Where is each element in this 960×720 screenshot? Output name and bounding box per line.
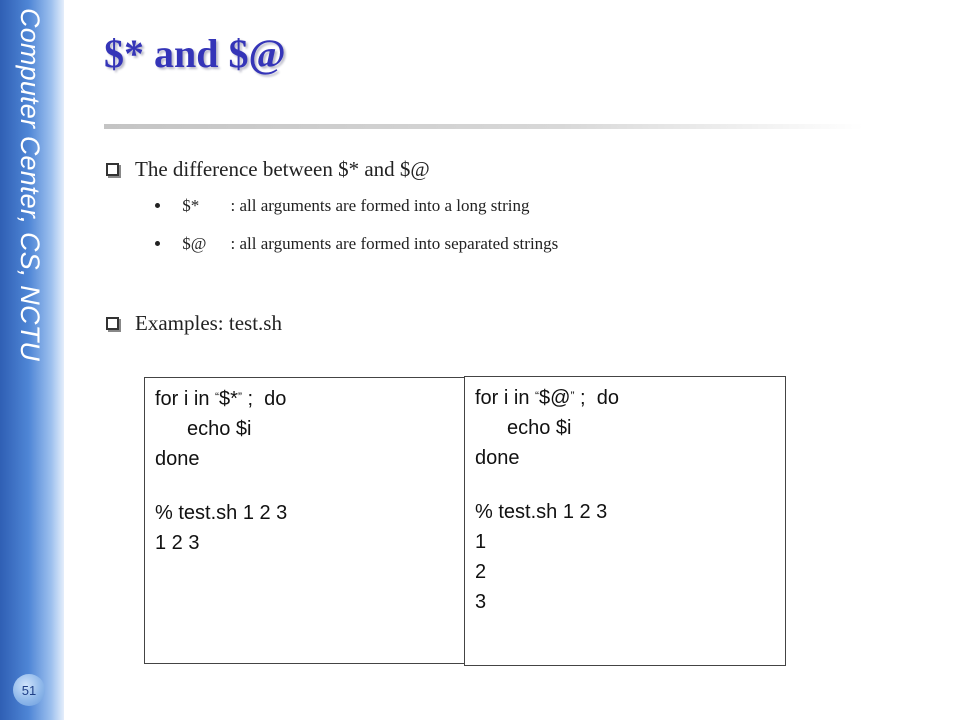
title-divider	[104, 124, 864, 129]
bullet-difference	[106, 157, 430, 182]
bullet-text: The difference between $* and $@	[135, 157, 430, 181]
dot-bullet-icon	[155, 203, 160, 208]
code-output-line: 2	[475, 561, 487, 583]
code-var: $@	[539, 387, 571, 409]
sub-bullet-star	[155, 196, 530, 216]
code-var: $*	[219, 388, 238, 410]
code-echo-line: echo $i	[507, 417, 572, 439]
code-for-line	[475, 383, 785, 413]
code-close-quote: ”	[570, 389, 575, 403]
code-output-line: 1	[475, 531, 487, 553]
sidebar-label: Computer Center, CS, NCTU	[15, 8, 45, 362]
bullet-text: Examples: test.sh	[135, 311, 282, 335]
code-for-prefix: for i in	[155, 388, 216, 410]
sidebar	[0, 0, 64, 720]
page-number-badge: 51	[13, 674, 45, 706]
code-for-suffix: ; do	[574, 387, 619, 409]
sub-bullet-text: : all arguments are formed into a long string	[230, 196, 530, 215]
code-echo-line: echo $i	[187, 418, 252, 440]
code-open-quote: “	[535, 389, 540, 403]
code-done-line: done	[475, 447, 520, 469]
square-bullet-icon	[106, 317, 119, 330]
code-output-line: 1 2 3	[155, 532, 200, 554]
code-blank-line	[475, 473, 785, 497]
code-for-line	[155, 384, 464, 414]
dot-bullet-icon	[155, 241, 160, 246]
code-example-star	[144, 377, 465, 664]
code-output-line: 3	[475, 591, 487, 613]
sub-bullet-key: $@	[182, 234, 207, 253]
bullet-examples	[106, 311, 282, 336]
code-done-line: done	[155, 448, 200, 470]
code-command-line: % test.sh 1 2 3	[155, 502, 288, 524]
code-example-at	[464, 376, 786, 666]
code-command-line: % test.sh 1 2 3	[475, 501, 608, 523]
square-bullet-icon	[106, 163, 119, 176]
code-for-prefix: for i in	[475, 387, 536, 409]
code-for-suffix: ; do	[241, 388, 287, 410]
code-blank-line	[155, 474, 464, 498]
sub-bullet-text: : all arguments are formed into separated strings	[230, 234, 559, 253]
slide-title: $* and $@	[104, 31, 286, 76]
code-open-quote: “	[215, 390, 220, 404]
code-close-quote: ”	[237, 390, 242, 404]
sub-bullet-key: $*	[182, 196, 200, 215]
sub-bullet-at	[155, 234, 558, 254]
